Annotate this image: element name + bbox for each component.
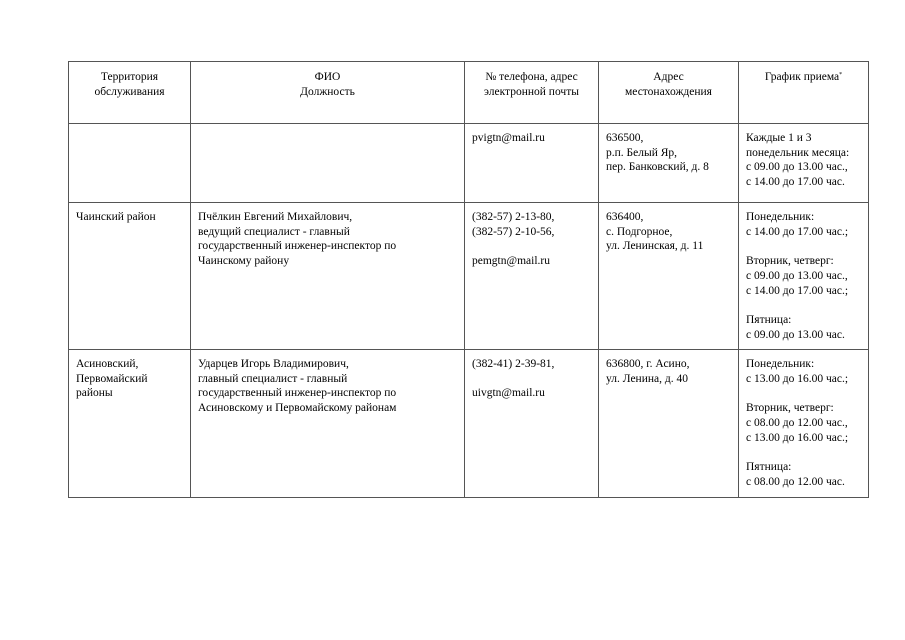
person-line: государственный инженер-инспектор по (198, 240, 397, 253)
header-address (599, 62, 739, 124)
address-line: с. Подгорное, (606, 225, 673, 238)
header-territory (69, 62, 191, 124)
cell-contacts (465, 350, 599, 498)
schedule-line: Каждые 1 и 3 (746, 132, 812, 144)
spacer (746, 239, 863, 254)
phone-number: (382-57) 2-10-56, (472, 225, 555, 238)
territory-line: Чаинский район (76, 211, 156, 223)
header-contacts (465, 62, 599, 124)
cell-schedule (739, 350, 869, 498)
cell-territory (69, 203, 191, 350)
header-schedule (739, 62, 869, 124)
schedule-line: Пятница: (746, 313, 792, 326)
schedule-line: понедельник месяца: (746, 146, 850, 159)
cell-contacts (465, 124, 599, 203)
header-text: электронной почты (484, 85, 579, 98)
header-text: Адрес (653, 71, 684, 83)
header-text: Территория (100, 71, 159, 83)
cell-territory (69, 124, 191, 203)
person-line: Чаинскому району (198, 255, 290, 268)
spacer (746, 445, 863, 460)
address-line: ул. Ленинская, д. 11 (606, 240, 704, 253)
header-text: № телефона, адрес (485, 71, 578, 83)
schedule-line: с 09.00 до 13.00 час., (746, 269, 848, 282)
address-line: пер. Банковский, д. 8 (606, 161, 709, 174)
schedule-line: с 09.00 до 13.00 час. (746, 328, 845, 341)
person-line: государственный инженер-инспектор по (198, 387, 397, 400)
schedule-line: Пятница: (746, 460, 792, 473)
spacer (472, 372, 593, 387)
email-link[interactable]: pemgtn@mail.ru (472, 255, 550, 268)
schedule-line: Вторник, четверг: (746, 402, 834, 415)
person-line: главный специалист - главный (198, 372, 348, 385)
schedule-line: с 14.00 до 17.00 час.; (746, 284, 849, 297)
address-line: 636400, (606, 211, 644, 223)
schedule-line: с 14.00 до 17.00 час. (746, 176, 845, 189)
phone-number: (382-57) 2-13-80, (472, 211, 555, 223)
cell-schedule (739, 124, 869, 203)
spacer (746, 386, 863, 401)
person-line: ведущий специалист - главный (198, 225, 350, 238)
cell-schedule (739, 203, 869, 350)
address-line: ул. Ленина, д. 40 (606, 372, 688, 385)
address-line: 636800, г. Асино, (606, 358, 690, 370)
territory-line: Первомайский (76, 372, 148, 385)
schedule-line: Понедельник: (746, 211, 815, 223)
header-text: местонахождения (625, 85, 712, 98)
spacer (746, 298, 863, 313)
person-line: Пчёлкин Евгений Михайлович, (198, 211, 353, 223)
spacer (472, 239, 593, 254)
reception-schedule-table (68, 61, 869, 498)
cell-address (599, 124, 739, 203)
territory-line: районы (76, 387, 113, 400)
person-line: Ударцев Игорь Владимирович, (198, 358, 349, 370)
header-text: ФИО (314, 71, 341, 83)
address-line: р.п. Белый Яр, (606, 146, 678, 159)
table-header-row (69, 62, 869, 124)
header-text: График приема (764, 71, 840, 83)
schedule-line: Вторник, четверг: (746, 255, 834, 268)
cell-territory (69, 350, 191, 498)
cell-contacts (465, 203, 599, 350)
header-text: обслуживания (94, 85, 165, 98)
schedule-line: с 08.00 до 12.00 час. (746, 475, 845, 488)
table-row (69, 350, 869, 498)
cell-person (191, 203, 465, 350)
person-line: Асиновскому и Первомайскому районам (198, 402, 397, 415)
schedule-line: с 13.00 до 16.00 час.; (746, 372, 849, 385)
cell-person (191, 350, 465, 498)
header-person (191, 62, 465, 124)
cell-address (599, 350, 739, 498)
phone-number: (382-41) 2-39-81, (472, 358, 555, 370)
schedule-line: с 09.00 до 13.00 час., (746, 161, 848, 174)
email-link[interactable]: uivgtn@mail.ru (472, 387, 545, 400)
schedule-line: с 14.00 до 17.00 час.; (746, 225, 849, 238)
header-text: Должность (300, 85, 355, 98)
territory-line: Асиновский, (76, 358, 139, 370)
cell-person (191, 124, 465, 203)
email-link[interactable]: pvigtn@mail.ru (472, 132, 545, 144)
table-row (69, 203, 869, 350)
table-row (69, 124, 869, 203)
footnote-mark: * (839, 72, 843, 78)
schedule-line: с 08.00 до 12.00 час., (746, 416, 848, 429)
cell-address (599, 203, 739, 350)
schedule-line: Понедельник: (746, 358, 815, 370)
schedule-line: с 13.00 до 16.00 час.; (746, 431, 849, 444)
address-line: 636500, (606, 132, 644, 144)
